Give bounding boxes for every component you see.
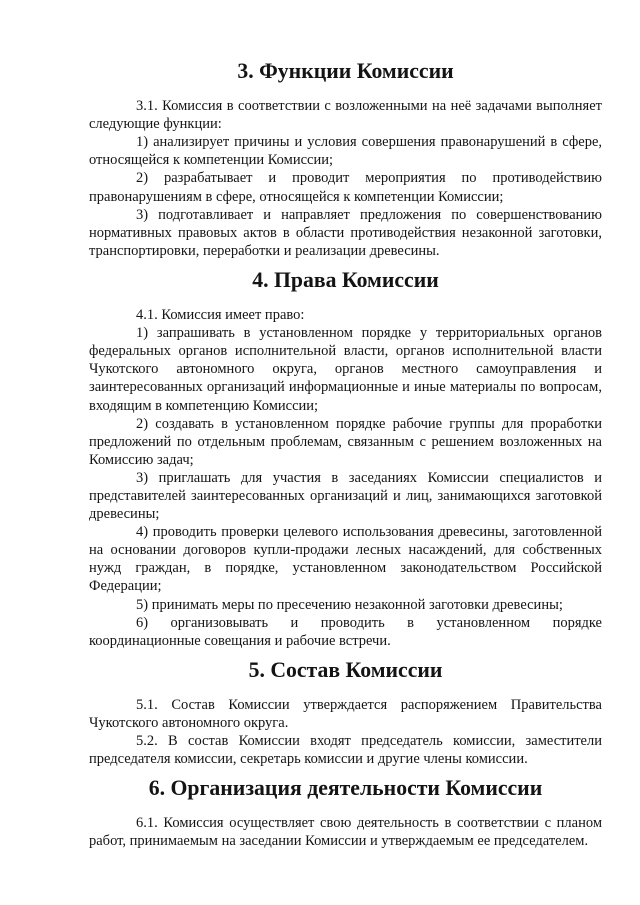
document-page: [89, 59, 602, 851]
paragraph: 5) принимать меры по пресечению незаконной заготовки древесины;: [136, 596, 563, 613]
paragraph: 2) разрабатывает и проводит мероприятия по противодействию правонарушениям в сфере, относящейся к компетенции Комиссии;: [89, 170, 602, 205]
paragraph: 4) проводить проверки целевого использования древесины, заготовленной на основании договоров купли-продажи лесных насаждений, для собственных нужд граждан, в порядке, установленном законодательством Российской Федерации;: [89, 524, 602, 595]
paragraph: 2) создавать в установленном порядке рабочие группы для проработки предложений по отдельным проблемам, связанным с решением возложенных на Комиссию задач;: [89, 415, 602, 468]
paragraph: 3) подготавливает и направляет предложения по совершенствованию нормативных правовых актов в области противодействия незаконной заготовки, транспортировки, переработки и реализации древесины.: [89, 206, 602, 259]
section-body-rights: [89, 306, 602, 650]
paragraph: 5.2. В состав Комиссии входят председатель комиссии, заместители председателя комиссии, секретарь комиссии и другие члены комиссии.: [89, 733, 602, 768]
paragraph: 3.1. Комиссия в соответствии с возложенными на неё задачами выполняет следующие функции:: [89, 98, 602, 133]
section-heading-composition: 5. Состав Комиссии: [248, 657, 443, 682]
paragraph: 6.1. Комиссия осуществляет свою деятельность в соответствии с планом работ, принимаемым на заседании Комиссии и утверждаемым ее председателем.: [89, 815, 602, 850]
section-body-organization: [89, 814, 602, 850]
paragraph: 6) организовывать и проводить в установленном порядке координационные совещания и рабочие встречи.: [89, 614, 602, 649]
paragraph: 5.1. Состав Комиссии утверждается распоряжением Правительства Чукотского автономного округа.: [89, 696, 602, 731]
section-heading-functions: 3. Функции Комиссии: [237, 59, 454, 83]
paragraph: 4.1. Комиссия имеет право:: [136, 307, 305, 324]
section-body-functions: [89, 97, 602, 260]
paragraph: 1) анализирует причины и условия совершения правонарушений в сфере, относящейся к компетенции Комиссии;: [89, 134, 602, 169]
section-body-composition: [89, 696, 602, 768]
paragraph: 1) запрашивать в установленном порядке у территориальных органов федеральных органов исполнительной власти, органов исполнительной власти Чукотского автономного округа, органов местного самоуправления и заинтересованных организаций информационные и иные материалы по вопросам, входящим в компетенцию Комиссии;: [89, 325, 602, 414]
paragraph: 3) приглашать для участия в заседаниях Комиссии специалистов и представителей заинтересованных организаций и лиц, занимающихся заготовкой древесины;: [89, 469, 602, 523]
section-heading-organization: 6. Организация деятельности Комиссии: [148, 776, 543, 801]
section-heading-rights: 4. Права Комиссии: [252, 267, 439, 292]
